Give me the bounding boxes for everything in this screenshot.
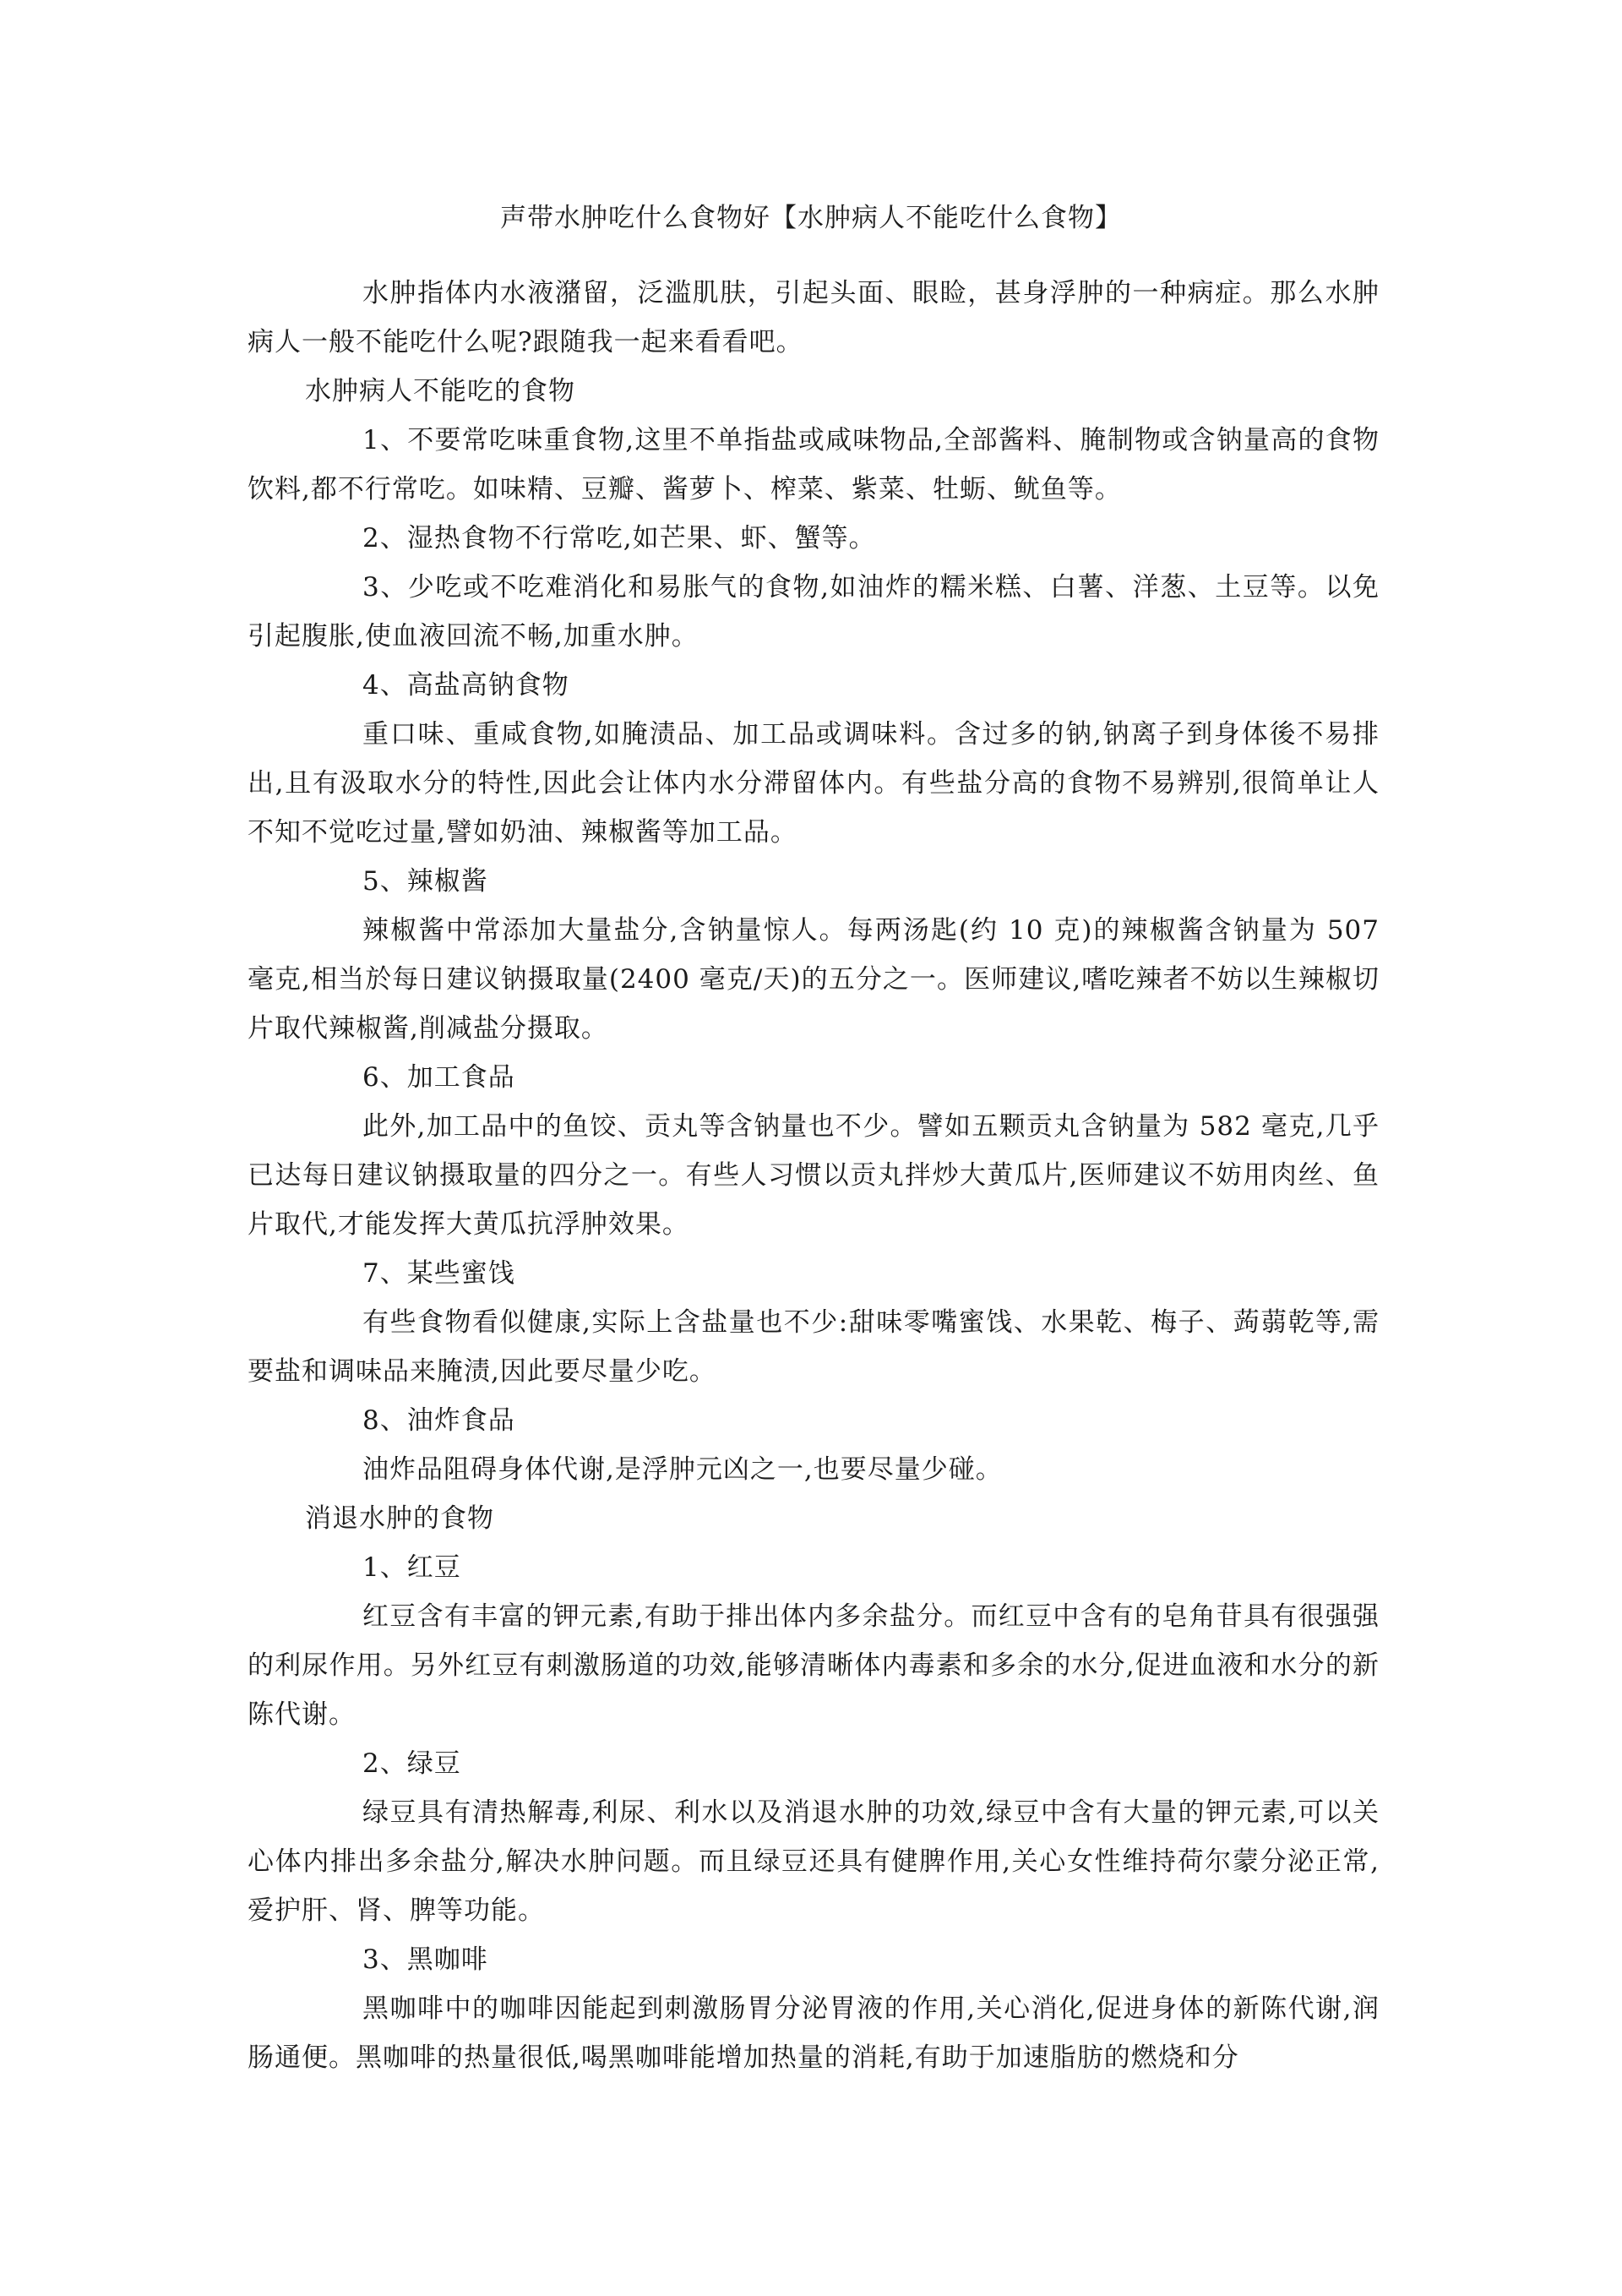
item-paragraph: 油炸品阻碍身体代谢,是浮肿元凶之一,也要尽量少碰。 — [362, 1454, 1003, 1485]
item-heading: 7、某些蜜饯 — [362, 1258, 515, 1289]
item-heading: 4、高盐高钠食物 — [362, 670, 569, 701]
item-heading: 3、黑咖啡 — [362, 1944, 488, 1975]
item-heading: 2、绿豆 — [362, 1748, 461, 1779]
section-heading-reduce-edema-foods: 消退水肿的食物 — [305, 1503, 494, 1534]
item-paragraph: 此外,加工品中的鱼饺、贡丸等含钠量也不少。譬如五颗贡丸含钠量为 582 毫克,几乎已达每日建议钠摄取量的四分之一。有些人习惯以贡丸拌炒大黄瓜片,医师建议不妨用肉丝、鱼片取代,才能发挥大黄瓜抗浮肿效果。 — [248, 1111, 1380, 1240]
item-heading: 1、红豆 — [362, 1552, 461, 1583]
section-heading-avoid-foods: 水肿病人不能吃的食物 — [305, 376, 575, 406]
list-item: 3、少吃或不吃难消化和易胀气的食物,如油炸的糯米糕、白薯、洋葱、土豆等。以免引起腹胀,使血液回流不畅,加重水肿。 — [248, 572, 1380, 652]
list-item: 2、湿热食物不行常吃,如芒果、虾、蟹等。 — [362, 523, 876, 554]
document-body — [248, 269, 1380, 2082]
item-heading: 5、辣椒酱 — [362, 866, 488, 897]
item-paragraph: 黑咖啡中的咖啡因能起到刺激肠胃分泌胃液的作用,关心消化,促进身体的新陈代谢,润肠通便。黑咖啡的热量很低,喝黑咖啡能增加热量的消耗,有助于加速脂肪的燃烧和分 — [248, 1993, 1380, 2073]
intro-paragraph: 水肿指体内水液潴留，泛滥肌肤，引起头面、眼睑，甚身浮肿的一种病症。那么水肿病人一般不能吃什么呢?跟随我一起来看看吧。 — [248, 278, 1380, 357]
item-heading: 8、油炸食品 — [362, 1405, 515, 1436]
item-paragraph: 辣椒酱中常添加大量盐分,含钠量惊人。每两汤匙(约 10 克)的辣椒酱含钠量为 507 毫克,相当於每日建议钠摄取量(2400 毫克/天)的五分之一。医师建议,嗜吃辣者不妨以生辣椒切片取代辣椒酱,削减盐分摄取。 — [248, 915, 1380, 1044]
item-paragraph: 重口味、重咸食物,如腌渍品、加工品或调味料。含过多的钠,钠离子到身体後不易排出,且有汲取水分的特性,因此会让体内水分滞留体内。有些盐分高的食物不易辨别,很简单让人不知不觉吃过量,譬如奶油、辣椒酱等加工品。 — [248, 719, 1380, 848]
document-title: 声带水肿吃什么食物好【水肿病人不能吃什么食物】 — [500, 203, 1122, 233]
item-paragraph: 有些食物看似健康,实际上含盐量也不少:甜味零嘴蜜饯、水果乾、梅子、蒟蒻乾等,需要盐和调味品来腌渍,因此要尽量少吃。 — [248, 1307, 1380, 1387]
item-heading: 6、加工食品 — [362, 1062, 515, 1093]
list-item: 1、不要常吃味重食物,这里不单指盐或咸味物品,全部酱料、腌制物或含钠量高的食物饮料,都不行常吃。如味精、豆瓣、酱萝卜、榨菜、紫菜、牡蛎、鱿鱼等。 — [248, 425, 1380, 504]
item-paragraph: 绿豆具有清热解毒,利尿、利水以及消退水肿的功效,绿豆中含有大量的钾元素,可以关心体内排出多余盐分,解决水肿问题。而且绿豆还具有健脾作用,关心女性维持荷尔蒙分泌正常,爱护肝、肾、脾等功能。 — [248, 1797, 1380, 1926]
item-paragraph: 红豆含有丰富的钾元素,有助于排出体内多余盐分。而红豆中含有的皂角苷具有很强强的利尿作用。另外红豆有刺激肠道的功效,能够清晰体内毒素和多余的水分,促进血液和水分的新陈代谢。 — [248, 1601, 1380, 1730]
